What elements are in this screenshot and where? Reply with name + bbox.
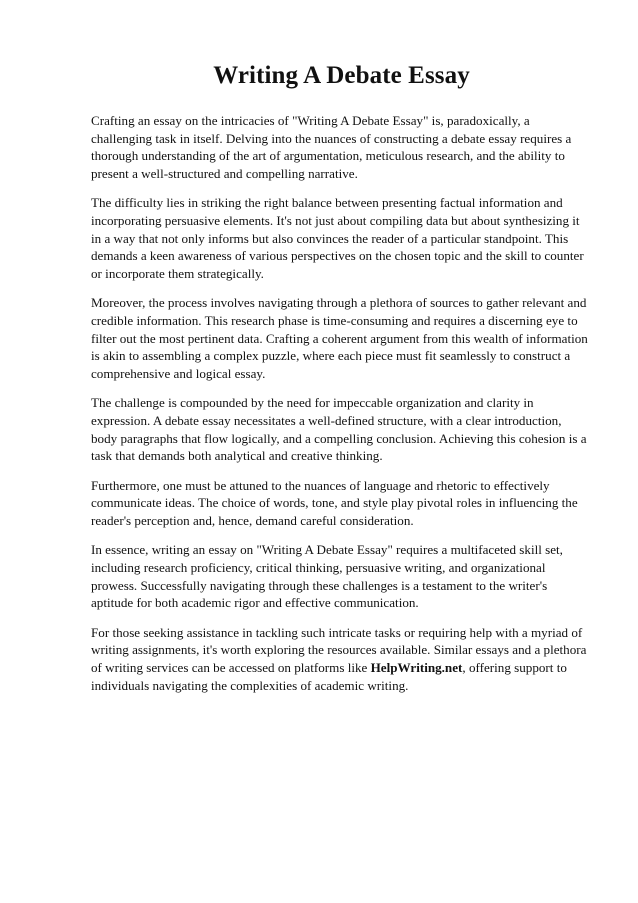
paragraph-4: The challenge is compounded by the need for impeccable organization and clarity in expression. A debate essay necessitates a well-defined structure, with a clear introduction, body paragraphs that flow logically, and a compelling conclusion. Achieving this cohesion is a task that demands both analytical and creative thinking. — [91, 395, 587, 464]
paragraph-6: In essence, writing an essay on "Writing A Debate Essay" requires a multifaceted skill set, including research proficiency, critical thinking, persuasive writing, and organizational prowess. Successfully navigating through these challenges is a testament to the writer's aptitude for both academic rigor and effective communication. — [91, 542, 563, 611]
paragraph-3: Moreover, the process involves navigating through a plethora of sources to gather relevant and credible information. This research phase is time-consuming and requires a discerning eye to filter out the most pertinent data. Crafting a coherent argument from this wealth of information is akin to assembling a complex puzzle, where each piece must fit seamlessly to construct a comprehensive and logical essay. — [91, 295, 588, 381]
paragraph-1: Crafting an essay on the intricacies of "Writing A Debate Essay" is, paradoxically, a challenging task in itself. Delving into the nuances of constructing a debate essay requires a thorough understanding of the art of argumentation, meticulous research, and the ability to present a well-structured and compelling narrative. — [91, 113, 572, 181]
paragraph-closing — [91, 624, 588, 694]
paragraph-5: Furthermore, one must be attuned to the nuances of language and rhetoric to effectively communicate ideas. The choice of words, tone, and style play pivotal roles in influencing the reader's perception and, hence, demand careful consideration. — [91, 477, 578, 528]
closing-text-after: , offering support to individuals navigating the complexities of academic writing. — [91, 660, 567, 693]
helpwriting-link[interactable]: HelpWriting.net — [370, 660, 463, 676]
paragraph-2: The difficulty lies in striking the right balance between presenting factual information and incorporating persuasive elements. It's not just about compiling data but about synthesizing it in a way that not only informs but also convinces the reader of a particular standpoint. This demands a keen awareness of various perspectives on the chosen topic and the skill to counter or incorporate them strategically. — [91, 195, 584, 281]
closing-text-before: For those seeking assistance in tackling such intricate tasks or requiring help with a myriad of writing assignments, it's worth exploring the resources available. Similar essays and a plethora of writing services can be accessed on platforms like — [91, 624, 587, 676]
document-title: Writing A Debate Essay — [213, 62, 470, 89]
